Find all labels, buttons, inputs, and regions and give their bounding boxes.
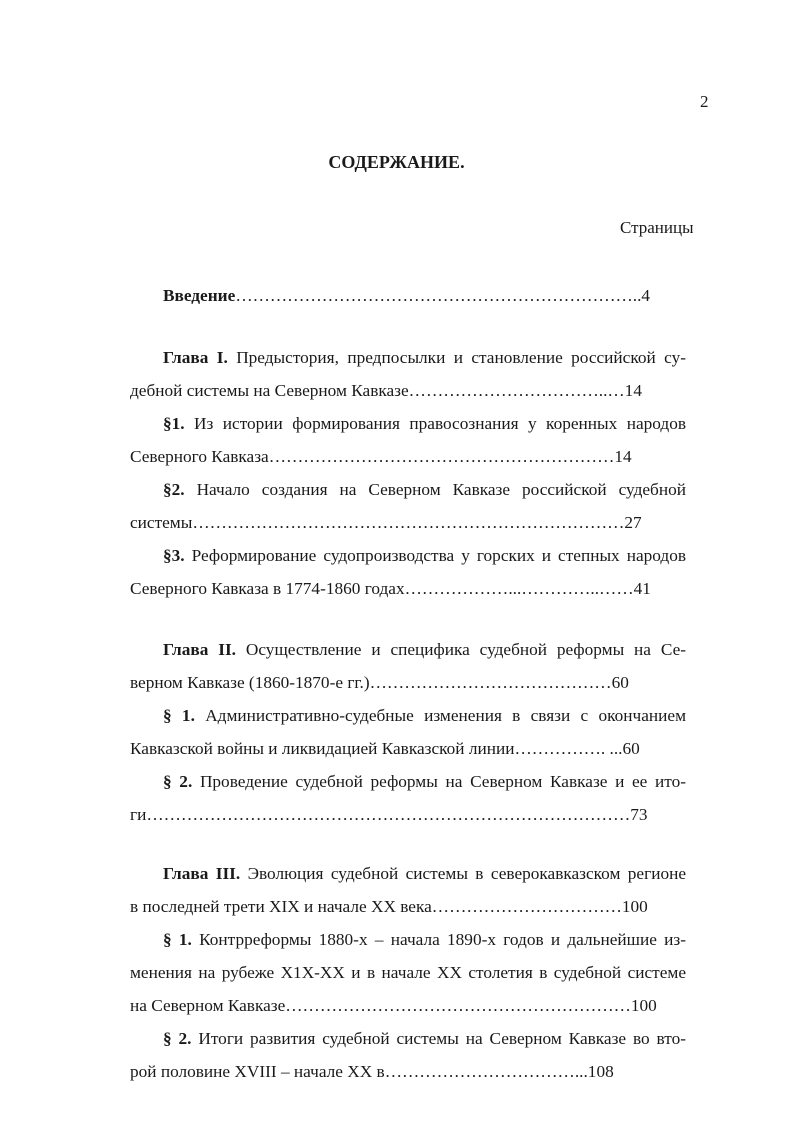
toc-intro-label: Введение xyxy=(163,286,236,305)
ch3-section-2-page: 108 xyxy=(587,1062,614,1081)
ch3-section-1-line2: менения на рубеже Х1Х-ХХ и в начале ХХ столетия в судебной системе xyxy=(130,963,686,982)
chapter-3-page: 100 xyxy=(621,897,648,916)
chapter-3-title-line2: в последней трети XIX и начале XX века xyxy=(130,897,432,916)
ch2-section-2-line1: Проведение судебной реформы на Северном Кавказе и ее ито- xyxy=(199,772,686,791)
chapter-2-dots: …………………………………… xyxy=(369,673,612,692)
toc-intro-dots: …………………………………………………………….. xyxy=(235,286,642,305)
ch3-section-1-line3: на Северном Кавказе xyxy=(130,996,286,1015)
toc-chapter-3 xyxy=(130,857,686,1088)
ch3-section-2-label: § 2. xyxy=(163,1029,192,1048)
ch2-section-2-page: 73 xyxy=(630,805,648,824)
ch1-section-3-page: 41 xyxy=(633,579,651,598)
ch2-section-1-line1: Административно-судебные изменения в связи с окончанием xyxy=(205,706,686,725)
chapter-1-dots: ……………………………..… xyxy=(408,381,625,400)
chapter-1-label: Глава I. xyxy=(163,348,228,367)
ch1-section-1-label: §1. xyxy=(163,414,185,433)
ch1-section-1-line1: Из истории формирования правосознания у коренных народов xyxy=(194,414,686,433)
chapter-2-title-line1: Осуществление и специфика судебной реформы на Се- xyxy=(245,640,686,659)
ch3-section-1-page: 100 xyxy=(630,996,657,1015)
toc-chapter-2 xyxy=(130,633,686,831)
chapter-1-title-line1: Предыстория, предпосылки и становление российской су- xyxy=(236,348,686,367)
ch1-section-1-line2: Северного Кавказа xyxy=(130,447,269,466)
ch2-section-2-label: § 2. xyxy=(163,772,193,791)
ch3-section-1-line1: Контрреформы 1880-х – начала 1890-х годов и дальнейшие из- xyxy=(199,930,686,949)
ch1-section-1-dots: …………………………………………………… xyxy=(268,447,615,466)
ch1-section-2-page: 27 xyxy=(624,513,642,532)
ch3-section-2-line1: Итоги развития судебной системы на Северном Кавказе во вто- xyxy=(198,1029,686,1048)
chapter-2-title-line2: верном Кавказе (1860-1870-е гг.) xyxy=(130,673,370,692)
ch3-section-1-dots: …………………………………………………… xyxy=(285,996,631,1015)
page-title: СОДЕРЖАНИЕ. xyxy=(328,152,465,172)
ch1-section-2-dots: ………………………………………………………………… xyxy=(192,513,625,532)
toc-intro xyxy=(130,279,686,312)
ch2-section-1-label: § 1. xyxy=(163,706,195,725)
ch1-section-1-page: 14 xyxy=(614,447,632,466)
ch3-section-2-line2: рой половине XVIII – начале XX в xyxy=(130,1062,385,1081)
ch2-section-2-dots: ………………………………………………………………………… xyxy=(146,805,631,824)
toc-chapter-1 xyxy=(130,341,686,605)
ch1-section-3-label: §3. xyxy=(163,546,185,565)
chapter-2-label: Глава II. xyxy=(163,640,236,659)
chapter-3-title-line1: Эволюция судебной системы в северокавказском регионе xyxy=(247,864,686,883)
chapter-3-label: Глава III. xyxy=(163,864,241,883)
chapter-1-title-line2: дебной системы на Северном Кавказе xyxy=(130,381,409,400)
toc-intro-page: 4 xyxy=(641,286,651,305)
ch1-section-3-line1: Реформирование судопроизводства у горских и степных народов xyxy=(191,546,686,565)
ch1-section-3-line2: Северного Кавказа в 1774-1860 годах xyxy=(130,579,405,598)
ch2-section-1-dots: ……………. ... xyxy=(514,739,623,758)
ch1-section-2-line1: Начало создания на Северном Кавказе российской судебной xyxy=(196,480,686,499)
page-number: 2 xyxy=(700,92,709,111)
ch3-section-1-label: § 1. xyxy=(163,930,192,949)
ch2-section-1-line2: Кавказской войны и ликвидацией Кавказской линии xyxy=(130,739,515,758)
ch2-section-1-page: 60 xyxy=(622,739,640,758)
pages-column-label: Страницы xyxy=(620,218,694,237)
ch2-section-2-line2: ги xyxy=(130,805,147,824)
chapter-1-page: 14 xyxy=(624,381,642,400)
chapter-2-page: 60 xyxy=(611,673,629,692)
chapter-3-dots: …………………………… xyxy=(431,897,622,916)
ch1-section-2-line2: системы xyxy=(130,513,193,532)
ch1-section-3-dots: ………………...…………..…… xyxy=(404,579,634,598)
ch3-section-2-dots: ……………………………... xyxy=(384,1062,588,1081)
ch1-section-2-label: §2. xyxy=(163,480,185,499)
